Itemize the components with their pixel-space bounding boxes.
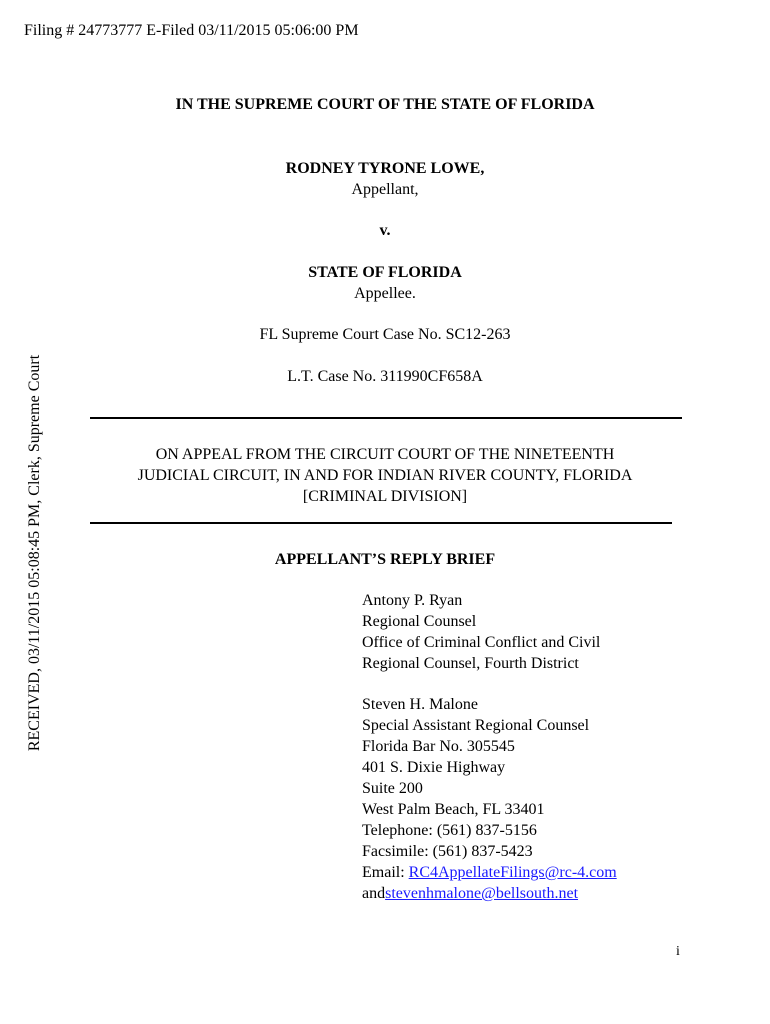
counsel-title: Regional Counsel	[362, 613, 477, 630]
appeal-line-3: [CRIMINAL DIVISION]	[302, 488, 468, 505]
counsel-block	[362, 590, 600, 674]
appellant-name: RODNEY TYRONE LOWE,	[285, 160, 485, 177]
brief-title: APPELLANT’S REPLY BRIEF	[274, 551, 496, 568]
attorney-email-line-2	[362, 883, 617, 904]
supreme-court-case-number: FL Supreme Court Case No. SC12-263	[259, 326, 511, 343]
versus-label: v.	[379, 222, 391, 239]
counsel-office-line-2: Regional Counsel, Fourth District	[362, 655, 579, 672]
and-label: and	[362, 885, 386, 902]
counsel-office-line-1: Office of Criminal Conflict and Civil	[362, 634, 601, 651]
attorney-city: West Palm Beach, FL 33401	[362, 801, 545, 818]
attorney-bar-number: Florida Bar No. 305545	[362, 738, 515, 755]
received-stamp: RECEIVED, 03/11/2015 05:08:45 PM, Clerk, Supreme Court	[26, 354, 43, 752]
page-number: i	[676, 944, 680, 959]
appeal-line-1: ON APPEAL FROM THE CIRCUIT COURT OF THE NINETEENTH	[155, 446, 615, 463]
email-link-bellsouth[interactable]: stevenhmalone@bellsouth.net	[385, 885, 579, 902]
attorney-name: Steven H. Malone	[362, 696, 478, 713]
appeal-line-2: JUDICIAL CIRCUIT, IN AND FOR INDIAN RIVER COUNTY, FLORIDA	[137, 467, 633, 484]
attorney-email-line	[362, 862, 617, 883]
filing-stamp: Filing # 24773777 E-Filed 03/11/2015 05:06:00 PM	[24, 22, 359, 39]
appellee-name: STATE OF FLORIDA	[308, 264, 462, 281]
attorney-facsimile: Facsimile: (561) 837-5423	[362, 843, 533, 860]
counsel-name: Antony P. Ryan	[362, 592, 463, 609]
appellee-role: Appellee.	[354, 285, 416, 302]
court-heading: IN THE SUPREME COURT OF THE STATE OF FLORIDA	[175, 96, 595, 113]
attorney-address-line-2: Suite 200	[362, 780, 423, 797]
divider-rule-bottom	[90, 522, 672, 524]
appellant-role: Appellant,	[351, 181, 419, 198]
divider-rule-top	[90, 417, 682, 419]
email-link-rc4[interactable]: RC4AppellateFilings@rc-4.com	[408, 864, 617, 881]
lower-tribunal-case-number: L.T. Case No. 311990CF658A	[287, 368, 483, 385]
attorney-block	[362, 694, 617, 904]
attorney-title: Special Assistant Regional Counsel	[362, 717, 590, 734]
email-label: Email:	[362, 864, 409, 881]
attorney-telephone: Telephone: (561) 837-5156	[362, 822, 537, 839]
attorney-address-line-1: 401 S. Dixie Highway	[362, 759, 506, 776]
